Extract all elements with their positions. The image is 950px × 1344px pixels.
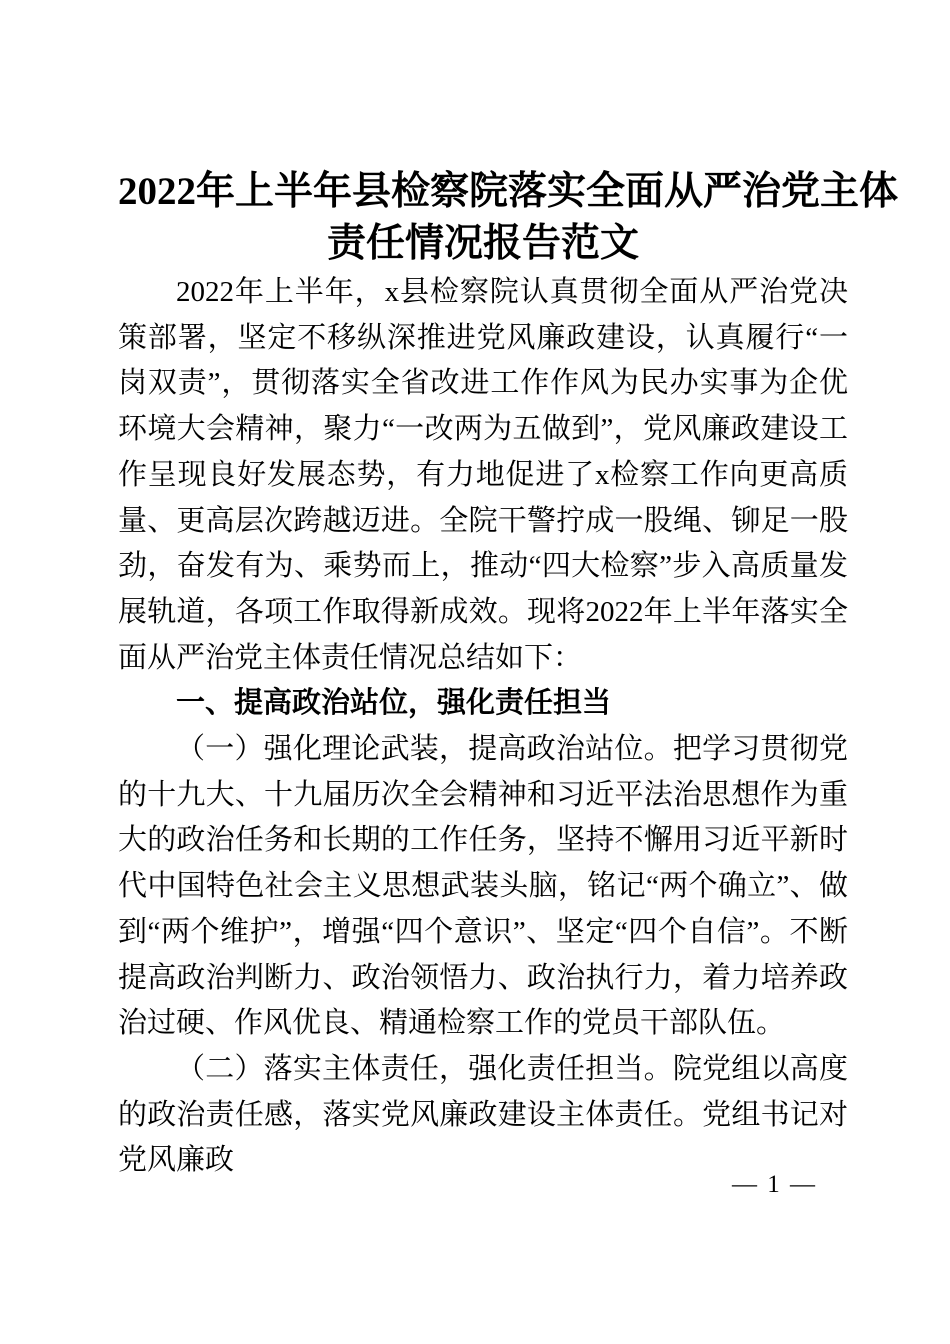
document-title-line-2: 责任情况报告范文 <box>326 222 639 265</box>
page-number: — 1 — <box>732 1171 817 1198</box>
section-1-item-1-paragraph <box>118 727 848 1047</box>
document-title-line-1: 2022年上半年县检察院落实全面从严治党主体 <box>118 170 899 213</box>
section-1-item-2-lead: （二）落实主体责任，强化责任担当。 <box>176 1052 673 1085</box>
document-content <box>118 166 899 1184</box>
intro-paragraph: 2022年上半年，x县检察院认真贯彻全面从严治党决策部署，坚定不移纵深推进党风廉政建设，认真履行“一岗双责”，贯彻落实全省改进工作作风为民办实事为企优环境大会精神，聚力“一改两为五做到”，党风廉政建设工作呈现良好发展态势，有力地促进了x检察工作向更高质量、更高层次跨越迈进。全院干警拧成一股绳、铆足一股劲，奋发有为、乘势而上，推动“四大检察”步入高质量发展轨道，各项工作取得新成效。现将2022年上半年落实全面从严治党主体责任情况总结如下： <box>118 276 848 674</box>
section-1-item-1-lead: （一）强化理论武装，提高政治站位。 <box>176 733 673 766</box>
section-1-item-2-body: 院党组以高度的政治责任感，落实党风廉政建设主体责任。党组书记对党风廉政 <box>118 1052 848 1177</box>
section-1-item-2-paragraph <box>118 1047 848 1184</box>
section-1-item-1-body: 把学习贯彻党的十九大、十九届历次全会精神和习近平法治思想作为重大的政治任务和长期的工作任务，坚持不懈用习近平新时代中国特色社会主义思想武装头脑，铭记“两个确立”、做到“两个维护”，增强“四个意识”、坚定“四个自信”。不断提高政治判断力、政治领悟力、政治执行力，着力培养政治过硬、作风优良、精通检察工作的党员干部队伍。 <box>118 733 848 1040</box>
document-title <box>118 166 899 270</box>
section-1-heading: 一、提高政治站位，强化责任担当 <box>176 687 612 720</box>
